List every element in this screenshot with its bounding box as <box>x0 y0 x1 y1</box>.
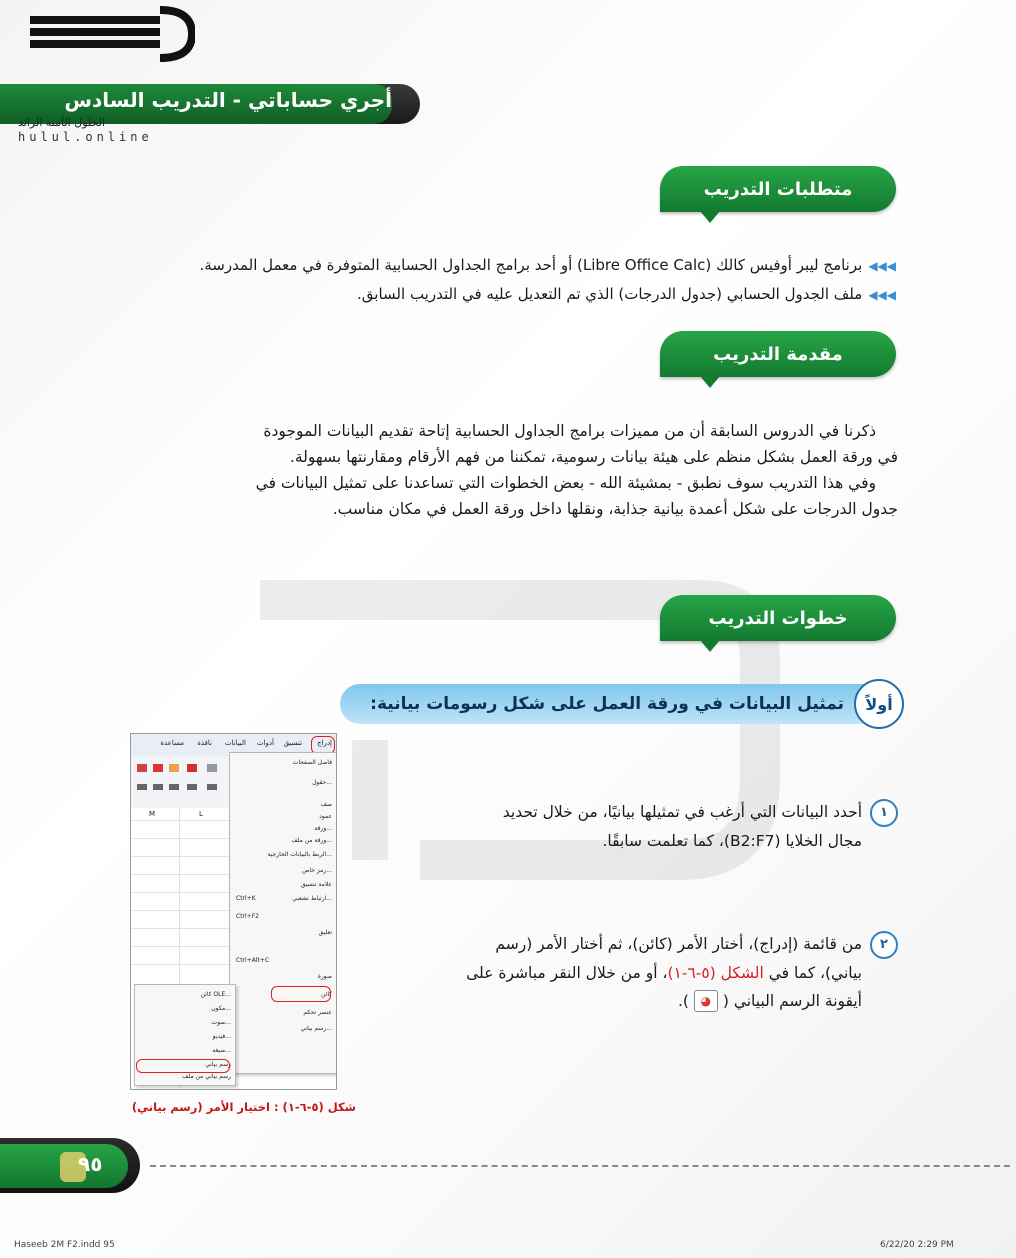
hulul-logo <box>10 6 195 62</box>
requirement-item: ◀◀◀برنامج ليبر أوفيس كالك (Libre Office Calc) أو أحد برامج الجداول الحسابية المتوفرة في معمل المدرسة. <box>199 256 896 274</box>
page-number: ٩٥ <box>78 1152 103 1176</box>
section-title: خطوات التدريب <box>708 607 848 629</box>
menu-screenshot-figure <box>130 733 337 1090</box>
logo-subtitle: الحلول الآمنة الرائد <box>18 116 106 129</box>
step-number: ١ <box>870 799 898 827</box>
intro-paragraph: ذكرنا في الدروس السابقة أن من مميزات برامج الجداول الحسابية إتاحة تقديم البيانات الموجودة في ورقة العمل بشكل منظم على هيئة بيانات رسومية، تمكننا من فهم الأرقام ومقارنتها بسهولة. وفي هذا التدريب سوف نطبق - بمشيئة الله - بعض الخطوات التي تساعدنا على تمثيل البيانات في جدول الدرجات على شكل أعمدة بيانية جذابة، ونقلها داخل ورقة العمل في مكان مناسب. <box>255 422 898 518</box>
sub-heading-number: أولاً <box>854 679 904 729</box>
step-item: ٢من قائمة (إدراج)، أختار الأمر (كائن)، ثم أختار الأمر (رسم بياني)، كما في الشكل (٥-٦-١)، أو من خلال النقر مباشرة على أيقونة الرسم البياني ( ◕ ). <box>378 930 898 1015</box>
figure-toolbar <box>131 756 229 808</box>
figure-reference: الشكل (٥-٦-١) <box>667 963 764 982</box>
print-info-left: Haseeb 2M F2.indd 95 <box>14 1240 115 1250</box>
figure-highlight-chart <box>136 1059 230 1073</box>
section-tag-intro <box>660 331 896 377</box>
section-tag-tail <box>700 640 720 652</box>
section-tag-tail <box>700 211 720 223</box>
sub-heading-text: تمثيل البيانات في ورقة العمل على شكل رسومات بيانية: <box>370 694 844 714</box>
figure-object-submenu: كائن OLE... مكون... صوت... فيديو... صيغة... رسم بياني رسم بياني من ملف <box>134 984 236 1086</box>
figure-highlight-object <box>271 986 331 1002</box>
footer-dashed-line <box>150 1165 1010 1167</box>
section-tag-requirements <box>660 166 896 212</box>
print-info-right: 6/22/20 2:29 PM <box>880 1240 954 1250</box>
figure-menubar: إدراج تنسيق أدوات البيانات نافذة مساعدة <box>131 734 336 757</box>
section-tag-steps <box>660 595 896 641</box>
bullet-arrows-icon: ◀◀◀ <box>868 288 896 302</box>
section-tag-tail <box>700 376 720 388</box>
chart-icon: ◕ <box>694 990 718 1012</box>
step-item: ١أحدد البيانات التي أرغب في تمثيلها بيانيًا، من خلال تحديد مجال الخلايا (B2:F7)، كما تعلمت سابقًا. <box>378 798 898 855</box>
section-title: متطلبات التدريب <box>703 178 853 200</box>
logo-site: hulul.online <box>18 130 153 144</box>
sub-heading-pill <box>340 684 900 724</box>
requirement-item: ◀◀◀ملف الجدول الحسابي (جدول الدرجات) الذي تم التعديل عليه في التدريب السابق. <box>357 285 896 303</box>
step-number: ٢ <box>870 931 898 959</box>
figure-grid: M L <box>131 808 229 1088</box>
figure-caption: شكل (٥-٦-١) : اختيار الأمر (رسم بياني) <box>131 1100 356 1114</box>
section-title: مقدمة التدريب <box>713 343 843 365</box>
page-title: أجري حساباتي - التدريب السادس <box>64 88 392 112</box>
figure-insert-menu: فاصل الصفحات حقول... صف عمود ورقة... ورقة من ملف... الربط بالبيانات الخارجية... رمز خاص... علامة تنسيق ارتباط تشعبي... تعليق صورة كائن عنصر تحكم رسم بياني... Ctrl+K Ctrl+F2 Ctrl+Alt+C <box>229 752 337 1074</box>
bullet-arrows-icon: ◀◀◀ <box>868 259 896 273</box>
